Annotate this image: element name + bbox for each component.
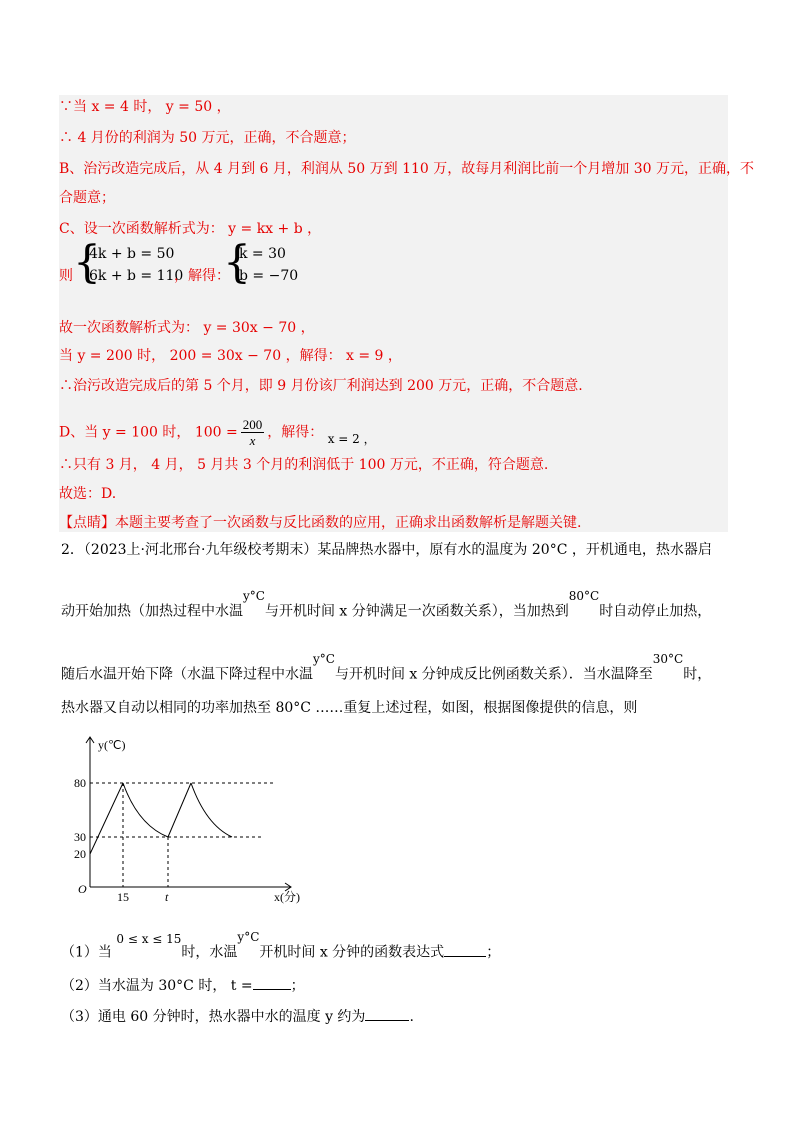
heating-segment-1: [90, 783, 123, 854]
solution-note: 【点睛】本题主要考查了一次函数与反比函数的应用，正确求出函数解析是解题关键.: [59, 515, 582, 531]
solution-line-13: 故选：D.: [59, 486, 117, 502]
problem-line-3: [61, 652, 712, 685]
solution-line-11-solve: ，解得：: [267, 424, 324, 441]
answer-blank-3[interactable]: [365, 1006, 409, 1021]
fraction-denominator: x: [249, 433, 256, 448]
subquestion-2b: ；: [290, 978, 305, 994]
origin-label: O: [78, 882, 87, 896]
subquestion-1c: 时，水温: [181, 944, 238, 961]
y-tick-20: 20: [74, 847, 86, 861]
solution-line-12: ∴只有 3 月， 4 月， 5 月共 3 个月的利润低于 100 万元，不正确，符合题意.: [59, 457, 549, 473]
solution-line-11-result: x = 2 ，: [327, 431, 376, 446]
answer-blank-2[interactable]: [253, 975, 291, 990]
solution-line-8: 故一次函数解析式为： y = 30x − 70 ，: [59, 320, 315, 336]
system1-brace: {: [73, 237, 101, 288]
problem-line-1: 2．（2023上·河北邢台·九年级校考期末）某品牌热水器中，原有水的温度为 20°C ，开机通电，热水器启: [61, 542, 712, 558]
problem-line-2a: 动开始加热（加热过程中水温: [61, 603, 243, 620]
problem-line-2: [61, 589, 712, 622]
solution-then-label: 则: [59, 268, 73, 284]
problem-line-3c: 与开机时间 x 分钟成反比例函数关系）．当水温降至: [334, 666, 653, 683]
answer-blank-1[interactable]: [444, 942, 486, 957]
subquestion-1a: （1）当: [61, 944, 112, 961]
subquestion-3a: （3）通电 60 分钟时，热水器中水的温度 y 约为: [61, 1009, 366, 1025]
problem-line-4: 热水器又自动以相同的功率加热至 80°C ……重复上述过程，如图，根据图像提供的信息，则: [61, 700, 638, 716]
subquestion-3: [61, 1006, 414, 1027]
subquestion-1: [61, 930, 501, 963]
subquestion-1f: ；: [486, 944, 501, 961]
solution-line-11-text: D、当 y = 100 时， 100 =: [59, 424, 238, 441]
solution-box: [59, 95, 754, 532]
y-tick-80: 80: [74, 776, 86, 790]
system2-eq1: k = 30: [239, 246, 286, 262]
fraction-numerator: 200: [242, 417, 263, 432]
solution-line-9: 当 y = 200 时， 200 = 30x − 70 ，解得： x = 9 ，: [59, 348, 402, 364]
system1-eq1: 4k + b = 50: [89, 246, 175, 262]
problem-line-3d: 30°C: [652, 652, 684, 666]
x-tick-15: 15: [117, 890, 129, 904]
solution-line-1: ∵当 x = 4 时， y = 50 ，: [59, 99, 231, 115]
solution-line-4: 合题意；: [59, 190, 115, 206]
subquestion-2: [61, 975, 305, 996]
system2-brace: {: [223, 237, 251, 288]
solution-solve-label: ，解得：: [174, 268, 230, 284]
subquestion-1b: 0 ≤ x ≤ 15: [116, 932, 182, 946]
solution-line-11: [59, 417, 376, 448]
heating-segment-2: [168, 783, 191, 837]
y-axis-label: y(℃): [98, 738, 126, 752]
problem-line-2c: 与开机时间 x 分钟满足一次函数关系），当加热到: [264, 603, 569, 620]
cooling-curve-2: [191, 783, 232, 837]
subquestion-2a: （2）当水温为 30°C 时， t =: [61, 978, 253, 994]
subquestion-3b: .: [409, 1009, 414, 1025]
solution-line-5: C、设一次函数解析式为： y = kx + b ，: [59, 221, 322, 237]
solution-line-2: ∴ 4 月份的利润为 50 万元，正确，不合题意；: [59, 130, 356, 146]
y-tick-30: 30: [74, 830, 86, 844]
fraction: [241, 417, 265, 448]
graph: [66, 725, 326, 905]
problem-line-3b: y°C: [313, 652, 335, 666]
problem-line-3e: 时，: [683, 666, 712, 683]
problem-line-2b: y°C: [243, 589, 265, 603]
x-tick-t: t: [165, 890, 169, 904]
system2-eq2: b = −70: [239, 268, 299, 284]
solution-line-3: B、治污改造完成后，从 4 月到 6 月，利润从 50 万到 110 万，故每月利润比前一个月增加 30 万元，正确，不: [59, 161, 754, 177]
cooling-curve-1: [123, 783, 168, 837]
subquestion-1e: 开机时间 x 分钟的函数表达式: [259, 944, 445, 961]
problem-line-2d: 80°C: [568, 589, 600, 603]
problem-line-2e: 时自动停止加热，: [599, 603, 712, 620]
subquestion-1d: y°C: [237, 930, 260, 944]
system1-eq2: 6k + b = 110: [89, 268, 184, 284]
x-axis-label: x(分): [274, 890, 300, 904]
solution-line-10: ∴治污改造完成后的第 5 个月，即 9 月份该厂利润达到 200 万元，正确，不合题意.: [59, 378, 583, 394]
problem-line-3a: 随后水温开始下降（水温下降过程中水温: [61, 666, 313, 683]
